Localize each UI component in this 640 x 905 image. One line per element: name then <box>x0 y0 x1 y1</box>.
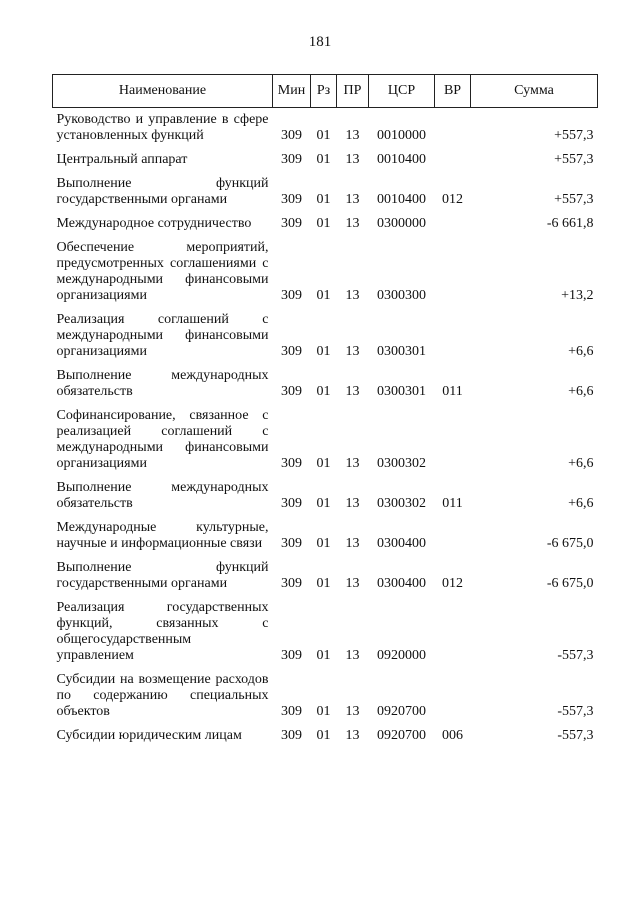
cell-rz: 01 <box>316 728 331 743</box>
cell-pr: 13 <box>345 456 360 471</box>
cell-pr: 13 <box>345 728 360 743</box>
cell-min: 309 <box>281 536 302 551</box>
cell-sum: +6,6 <box>568 344 594 359</box>
cell-pr: 13 <box>345 576 360 591</box>
cell-vr <box>435 108 471 149</box>
cell-sum: +6,6 <box>568 456 594 471</box>
header-name: Наименование <box>53 75 273 108</box>
page-number: 181 <box>308 34 332 50</box>
table-row <box>53 724 598 748</box>
cell-rz: 01 <box>316 456 331 471</box>
cell-min: 309 <box>281 128 302 143</box>
cell-vr: 011 <box>442 384 463 399</box>
cell-csr: 0010000 <box>377 128 426 143</box>
cell-vr <box>435 212 471 236</box>
cell-name: Руководство и управление в сфере установленных функций <box>56 112 269 143</box>
cell-csr: 0010400 <box>377 192 426 207</box>
table-row <box>53 108 598 149</box>
cell-pr: 13 <box>345 704 360 719</box>
cell-csr: 0010400 <box>377 152 426 167</box>
cell-sum: -6 675,0 <box>546 536 594 551</box>
table-row <box>53 556 598 596</box>
cell-pr: 13 <box>345 344 360 359</box>
cell-csr: 0300302 <box>377 496 426 511</box>
cell-min: 309 <box>281 704 302 719</box>
table-row <box>53 172 598 212</box>
cell-rz: 01 <box>316 288 331 303</box>
cell-sum: +6,6 <box>568 384 594 399</box>
cell-name: Выполнение международных обязательств <box>56 368 269 399</box>
cell-name: Обеспечение мероприятий, предусмотренных соглашениями с международными финансовыми организациями <box>56 240 269 303</box>
cell-rz: 01 <box>316 536 331 551</box>
cell-sum: +557,3 <box>554 128 594 143</box>
cell-sum: +13,2 <box>561 288 594 303</box>
cell-rz: 01 <box>316 216 331 231</box>
table-row <box>53 364 598 404</box>
cell-pr: 13 <box>345 648 360 663</box>
cell-vr <box>435 404 471 476</box>
cell-sum: -557,3 <box>557 728 594 743</box>
cell-name: Реализация соглашений с международными финансовыми организациями <box>56 312 269 359</box>
cell-sum: +557,3 <box>554 152 594 167</box>
cell-vr <box>435 236 471 308</box>
cell-pr: 13 <box>345 216 360 231</box>
cell-min: 309 <box>281 496 302 511</box>
header-min: Мин <box>273 75 311 108</box>
cell-name: Субсидии на возмещение расходов по содержанию специальных объектов <box>56 672 269 719</box>
cell-sum: -557,3 <box>557 648 594 663</box>
cell-min: 309 <box>281 456 302 471</box>
cell-name: Субсидии юридическим лицам <box>56 728 242 743</box>
cell-vr <box>435 596 471 668</box>
cell-name: Выполнение международных обязательств <box>56 480 269 511</box>
cell-csr: 0300400 <box>377 536 426 551</box>
cell-rz: 01 <box>316 496 331 511</box>
cell-vr: 012 <box>442 576 463 591</box>
table-row <box>53 596 598 668</box>
cell-pr: 13 <box>345 128 360 143</box>
cell-min: 309 <box>281 192 302 207</box>
cell-csr: 0300000 <box>377 216 426 231</box>
cell-csr: 0300400 <box>377 576 426 591</box>
cell-rz: 01 <box>316 344 331 359</box>
table-row <box>53 148 598 172</box>
table-header-row <box>53 75 598 108</box>
header-sum: Сумма <box>471 75 598 108</box>
cell-name: Международное сотрудничество <box>56 216 252 231</box>
cell-rz: 01 <box>316 384 331 399</box>
cell-name: Софинансирование, связанное с реализацией соглашений с международными финансовыми организациями <box>56 408 269 471</box>
cell-vr: 012 <box>442 192 463 207</box>
cell-min: 309 <box>281 152 302 167</box>
cell-csr: 0300302 <box>377 456 426 471</box>
cell-csr: 0300301 <box>377 384 426 399</box>
cell-rz: 01 <box>316 704 331 719</box>
cell-min: 309 <box>281 384 302 399</box>
cell-sum: -557,3 <box>557 704 594 719</box>
cell-min: 309 <box>281 648 302 663</box>
table-row <box>53 404 598 476</box>
cell-name: Выполнение функций государственными органами <box>56 560 269 591</box>
cell-name: Центральный аппарат <box>56 152 188 167</box>
cell-name: Международные культурные, научные и информационные связи <box>56 520 269 551</box>
header-rz: Рз <box>311 75 337 108</box>
table-row <box>53 516 598 556</box>
cell-sum: +557,3 <box>554 192 594 207</box>
cell-pr: 13 <box>345 152 360 167</box>
table-row <box>53 236 598 308</box>
cell-sum: -6 661,8 <box>546 216 594 231</box>
cell-sum: +6,6 <box>568 496 594 511</box>
header-csr: ЦСР <box>369 75 435 108</box>
cell-name: Реализация государственных функций, связанных с общегосударственным управлением <box>56 600 269 663</box>
table-row <box>53 668 598 724</box>
table-row <box>53 476 598 516</box>
budget-table <box>52 74 598 748</box>
cell-name: Выполнение функций государственными органами <box>56 176 269 207</box>
cell-rz: 01 <box>316 576 331 591</box>
cell-csr: 0300300 <box>377 288 426 303</box>
table-row <box>53 308 598 364</box>
cell-csr: 0920700 <box>377 728 426 743</box>
cell-vr: 011 <box>442 496 463 511</box>
cell-rz: 01 <box>316 192 331 207</box>
header-vr: ВР <box>435 75 471 108</box>
table-row <box>53 212 598 236</box>
cell-vr <box>435 148 471 172</box>
cell-pr: 13 <box>345 384 360 399</box>
cell-vr <box>435 668 471 724</box>
cell-min: 309 <box>281 288 302 303</box>
cell-csr: 0920700 <box>377 704 426 719</box>
cell-pr: 13 <box>345 192 360 207</box>
cell-min: 309 <box>281 216 302 231</box>
cell-min: 309 <box>281 344 302 359</box>
cell-vr: 006 <box>442 728 463 743</box>
cell-pr: 13 <box>345 536 360 551</box>
cell-min: 309 <box>281 576 302 591</box>
cell-csr: 0920000 <box>377 648 426 663</box>
cell-min: 309 <box>281 728 302 743</box>
header-pr: ПР <box>337 75 369 108</box>
cell-vr <box>435 516 471 556</box>
cell-rz: 01 <box>316 152 331 167</box>
cell-rz: 01 <box>316 648 331 663</box>
cell-rz: 01 <box>316 128 331 143</box>
cell-pr: 13 <box>345 288 360 303</box>
cell-vr <box>435 308 471 364</box>
cell-pr: 13 <box>345 496 360 511</box>
cell-sum: -6 675,0 <box>546 576 594 591</box>
cell-csr: 0300301 <box>377 344 426 359</box>
